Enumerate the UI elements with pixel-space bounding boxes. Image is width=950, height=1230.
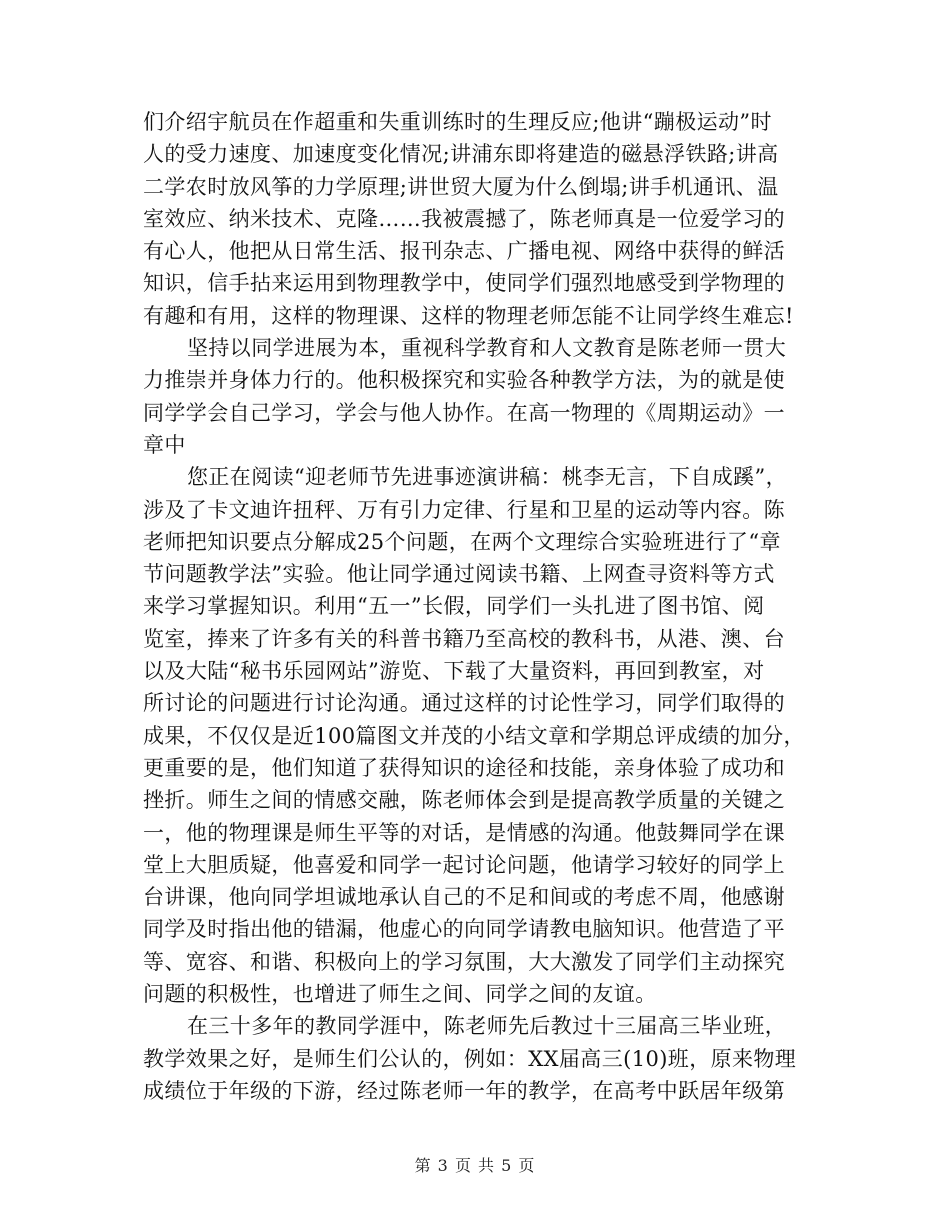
text-line: 问题的积极性，也增进了师生之间、同学之间的友谊。 bbox=[143, 982, 657, 1007]
text-line: 更重要的是，他们知道了获得知识的途径和技能，亲身体验了成功和 bbox=[143, 755, 785, 780]
text-line: 所讨论的问题进行讨论沟通。通过这样的讨论性学习，同学们取得的 bbox=[143, 691, 785, 716]
text-line: 教学效果之好，是师生们公认的，例如：XX届高三(10)班，原来物理 bbox=[143, 1046, 797, 1071]
page-number-footer: 第 3 页 共 5 页 bbox=[414, 1156, 536, 1175]
text-line: 来学习掌握知识。利用“五一”长假，同学们一头扎进了图书馆、阅 bbox=[143, 594, 765, 619]
text-line: 同学学会自己学习，学会与他人协作。在高一物理的《周期运动》一 bbox=[143, 400, 785, 425]
text-line: 有趣和有用，这样的物理课、这样的物理老师怎能不让同学终生难忘! bbox=[143, 303, 794, 328]
text-line: 同学及时指出他的错漏，他虚心的向同学请教电脑知识。他营造了平 bbox=[143, 917, 785, 942]
text-line: 台讲课，他向同学坦诚地承认自己的不足和间或的考虑不周，他感谢 bbox=[143, 885, 785, 910]
text-line: 二学农时放风筝的力学原理;讲世贸大厦为什么倒塌;讲手机通讯、温 bbox=[143, 174, 779, 199]
text-line: 涉及了卡文迪许扭秤、万有引力定律、行星和卫星的运动等内容。陈 bbox=[143, 497, 785, 522]
text-line: 有心人，他把从日常生活、报刊杂志、广播电视、网络中获得的鲜活 bbox=[143, 239, 785, 264]
text-line: 挫折。师生之间的情感交融，陈老师体会到是提高教学质量的关键之 bbox=[143, 788, 785, 813]
text-line: 知识，信手拈来运用到物理教学中，使同学们强烈地感受到学物理的 bbox=[143, 271, 785, 296]
paragraph-first-line: 在三十多年的教同学涯中，陈老师先后教过十三届高三毕业班， bbox=[187, 1014, 787, 1039]
text-line: 堂上大胆质疑，他喜爱和同学一起讨论问题，他请学习较好的同学上 bbox=[143, 852, 785, 877]
text-line: 成绩位于年级的下游，经过陈老师一年的教学，在高考中跃居年级第 bbox=[143, 1078, 785, 1103]
text-line: 章中 bbox=[143, 432, 186, 457]
text-line: 老师把知识要点分解成25个问题，在两个文理综合实验班进行了“章 bbox=[143, 529, 781, 554]
text-line: 力推崇并身体力行的。他积极探究和实验各种教学方法，为的就是使 bbox=[143, 368, 785, 393]
text-line: 览室，捧来了许多有关的科普书籍乃至高校的教科书，从港、澳、台 bbox=[143, 626, 785, 651]
text-line: 一，他的物理课是师生平等的对话，是情感的沟通。他鼓舞同学在课 bbox=[143, 820, 785, 845]
paragraph-first-line: 您正在阅读“迎老师节先进事迹演讲稿：桃李无言，下自成蹊”， bbox=[187, 465, 788, 490]
text-line: 等、宽容、和谐、积极向上的学习氛围，大大激发了同学们主动探究 bbox=[143, 949, 785, 974]
text-line: 们介绍宇航员在作超重和失重训练时的生理反应;他讲“蹦极运动”时 bbox=[143, 110, 772, 134]
text-line: 节问题教学法”实验。他让同学通过阅读书籍、上网查寻资料等方式 bbox=[143, 562, 775, 587]
text-line: 成果，不仅仅是近100篇图文并茂的小结文章和学期总评成绩的加分， bbox=[143, 723, 805, 748]
text-line: 室效应、纳米技术、克隆……我被震撼了，陈老师真是一位爱学习的 bbox=[143, 206, 785, 231]
text-line: 人的受力速度、加速度变化情况;讲浦东即将建造的磁悬浮铁路;讲高 bbox=[143, 142, 779, 167]
body-text bbox=[143, 106, 813, 1107]
text-line: 以及大陆“秘书乐园网站”游览、下载了大量资料，再回到教室，对 bbox=[143, 659, 765, 684]
paragraph-first-line: 坚持以同学进展为本，重视科学教育和人文教育是陈老师一贯大 bbox=[187, 336, 787, 361]
